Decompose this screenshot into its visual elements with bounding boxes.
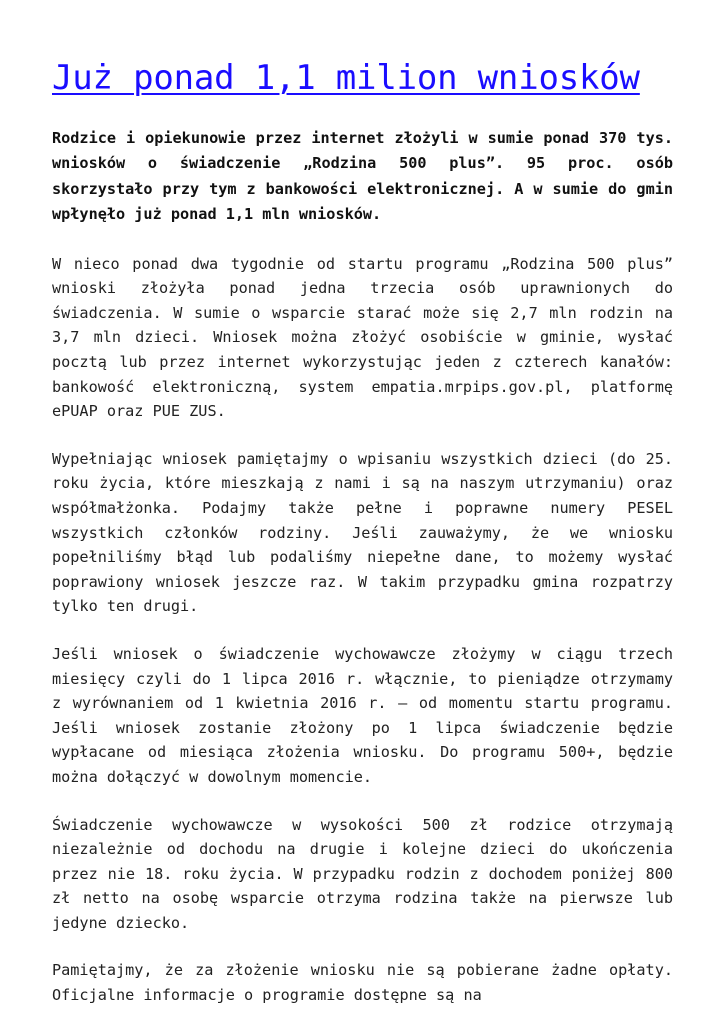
article bbox=[52, 52, 673, 1031]
article-lead: Rodzice i opiekunowie przez internet złożyli w sumie ponad 370 tys. wniosków o świadczenie „Rodzina 500 plus”. 95 proc. osób skorzystało przy tym z bankowości elektronicznej. A w sumie do gmin wpłynęło już ponad 1,1 mln wniosków. bbox=[52, 129, 673, 224]
article-paragraph-3: Jeśli wniosek o świadczenie wychowawcze złożymy w ciągu trzech miesięcy czyli do 1 lipca 2016 r. włącznie, to pieniądze otrzymamy z wyrównaniem od 1 kwietnia 2016 r. – od momentu startu programu. Jeśli wniosek zostanie złożony po 1 lipca świadczenie będzie wypłacane od miesiąca złożenia wniosku. Do programu 500+, będzie można dołączyć w dowolnym momencie. bbox=[52, 644, 673, 786]
article-paragraph-1: W nieco ponad dwa tygodnie od startu programu „Rodzina 500 plus” wnioski złożyła ponad jedna trzecia osób uprawnionych do świadczenia. W sumie o wsparcie starać może się 2,7 mln rodzin na 3,7 mln dzieci. Wniosek można złożyć osobiście w gminie, wysłać pocztą lub przez internet wykorzystując jeden z czterech kanałów: bankowość elektroniczną, system empatia.mrpips.gov.pl, platformę ePUAP oraz PUE ZUS. bbox=[52, 254, 673, 421]
article-paragraph-2: Wypełniając wniosek pamiętajmy o wpisaniu wszystkich dzieci (do 25. roku życia, które mieszkają z nami i są na naszym utrzymaniu) oraz współmałżonka. Podajmy także pełne i poprawne numery PESEL wszystkich członków rodziny. Jeśli zauważymy, że we wniosku popełniliśmy błąd lub podaliśmy niepełne dane, to możemy wysłać poprawiony wniosek jeszcze raz. W takim przypadku gmina rozpatrzy tylko ten drugi. bbox=[52, 449, 673, 616]
article-paragraph-5: Pamiętajmy, że za złożenie wniosku nie są pobierane żadne opłaty. Oficjalne informacje o programie dostępne są na bbox=[52, 961, 673, 1005]
article-paragraph-4: Świadczenie wychowawcze w wysokości 500 zł rodzice otrzymają niezależnie od dochodu na drugie i kolejne dzieci do ukończenia przez nie 18. roku życia. W przypadku rodzin z dochodem poniżej 800 zł netto na osobę wsparcie otrzyma rodzina także na pierwsze lub jedyne dziecko. bbox=[52, 815, 673, 932]
article-title-link[interactable]: Już ponad 1,1 milion wniosków bbox=[52, 58, 640, 98]
title-spacer bbox=[52, 104, 673, 126]
